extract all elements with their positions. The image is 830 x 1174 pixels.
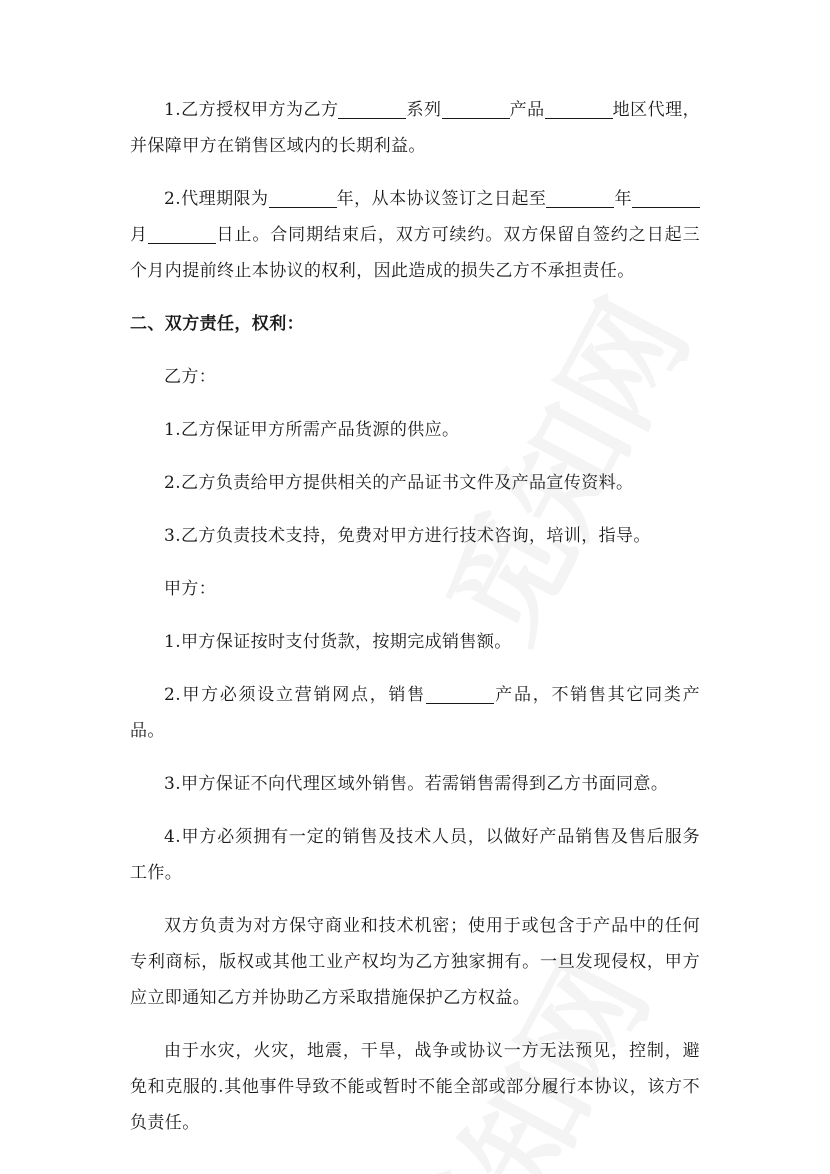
clause-text: 年，从本协议签订之日起至 <box>336 189 547 209</box>
clause-authorization <box>130 92 700 164</box>
party-b-item-1: 1.乙方保证甲方所需产品货源的供应。 <box>164 420 460 440</box>
clause-text: 年 <box>614 189 632 209</box>
clause-text: 产品 <box>509 100 545 120</box>
confidentiality-clause: 双方负责为对方保守商业和技术机密；使用于或包含于产品中的任何专利商标，版权或其他工业产权均为乙方独家拥有。一旦发现侵权，甲方应立即通知乙方并协助乙方采取措施保护乙方权益。 <box>130 916 700 1008</box>
clause-text: 1.乙方授权甲方为乙方 <box>164 100 339 120</box>
party-a-item-2 <box>130 677 700 749</box>
party-a-label: 甲方： <box>164 579 217 599</box>
clause-text: 2.代理期限为 <box>164 189 269 209</box>
party-b-item-2: 2.乙方负责给甲方提供相关的产品证书文件及产品宣传资料。 <box>164 473 634 493</box>
party-a-item-4: 4.甲方必须拥有一定的销售及技术人员，以做好产品销售及售后服务工作。 <box>130 827 700 883</box>
blank-line <box>426 681 494 704</box>
party-b-item-3: 3.乙方负责技术支持，免费对甲方进行技术咨询，培训，指导。 <box>164 526 651 546</box>
section-heading: 二、双方责任，权利： <box>130 314 304 334</box>
blank-line <box>148 221 216 244</box>
party-a-item-3: 3.甲方保证不向代理区域外销售。若需销售需得到乙方书面同意。 <box>164 774 669 794</box>
blank-line <box>546 185 614 208</box>
clause-text: 地区代理，并保障甲方在销售区域内的长期利益。 <box>130 100 700 156</box>
blank-line <box>442 96 510 119</box>
party-b-label: 乙方： <box>164 367 217 387</box>
clause-text: 产品，不销售其它同类产品。 <box>130 685 700 741</box>
blank-line <box>545 96 613 119</box>
clause-term <box>130 181 700 289</box>
clause-text: 月 <box>130 225 148 245</box>
party-a-item-1: 1.甲方保证按时支付货款，按期完成销售额。 <box>164 632 512 652</box>
clause-text: 2.甲方必须设立营销网点，销售 <box>164 685 426 705</box>
clause-text: 日止。合同期结束后，双方可续约。双方保留自签约之日起三个月内提前终止本协议的权利，因此造成的损失乙方不承担责任。 <box>130 225 700 281</box>
blank-line <box>632 185 700 208</box>
force-majeure-clause: 由于水灾，火灾，地震，干旱，战争或协议一方无法预见，控制，避免和克服的.其他事件导致不能或暂时不能全部或部分履行本协议，该方不负责任。 <box>130 1041 700 1133</box>
document-body <box>130 92 700 1141</box>
blank-line <box>269 185 337 208</box>
blank-line <box>338 96 406 119</box>
clause-text: 系列 <box>406 100 442 120</box>
